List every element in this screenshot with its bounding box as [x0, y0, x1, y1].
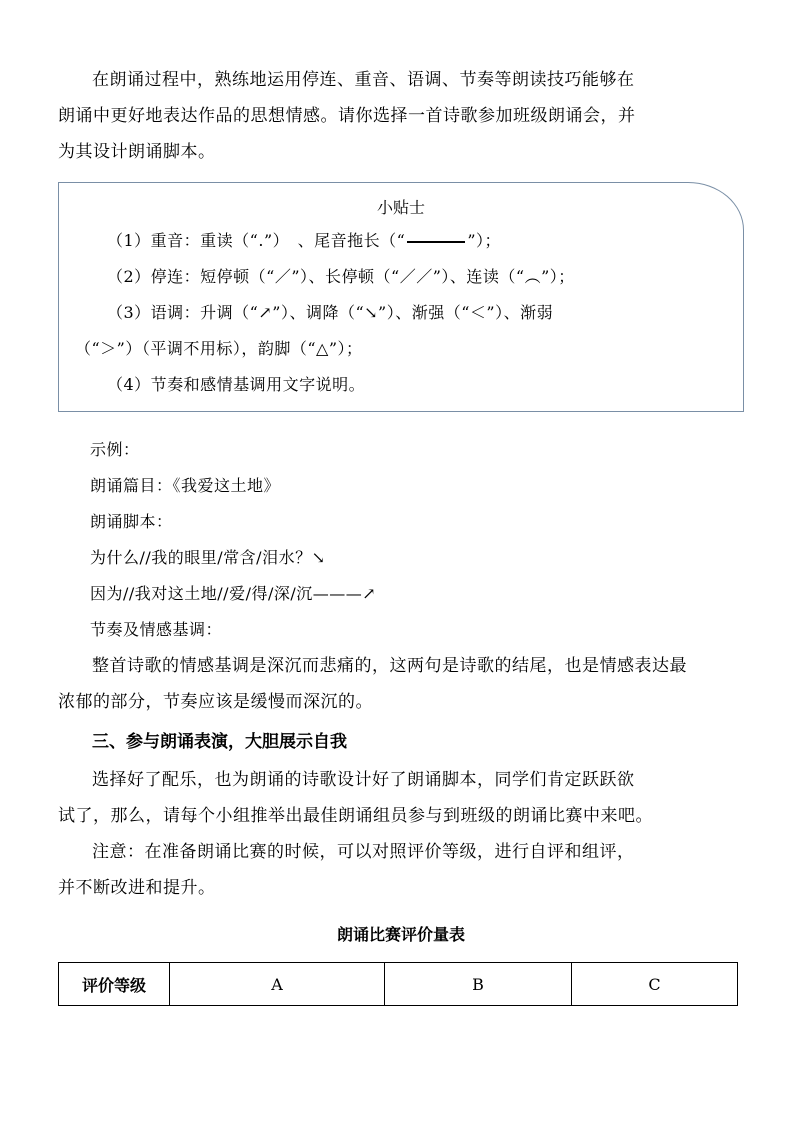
intro-line-1: 在朗诵过程中，熟练地运用停连、重音、语调、节奏等朗读技巧能够在 — [92, 70, 635, 90]
table-header-cell-grade: 评价等级 — [59, 963, 170, 1006]
section-3-para-1a: 选择好了配乐，也为朗诵的诗歌设计好了朗诵脚本，同学们肯定跃跃欲 — [92, 770, 635, 790]
intro-line-2: 朗诵中更好地表达作品的思想情感。请你选择一首诗歌参加班级朗诵会，并 — [58, 106, 636, 126]
example-script-label: 朗诵脚本： — [90, 512, 173, 531]
document-page — [58, 62, 744, 1006]
table-header-cell-a: A — [170, 963, 385, 1006]
drag-line-mark — [407, 241, 465, 243]
tip-item-4: （4）节奏和感情基调用文字说明。 — [107, 375, 366, 394]
tips-title: 小贴士 — [376, 198, 425, 217]
example-script-line-1: 为什么//我的眼里/常含/泪水？↘ — [90, 548, 326, 567]
example-rhythm-label: 节奏及情感基调： — [90, 620, 223, 639]
tip-item-3-continued: （“＞”）（平调不用标），韵脚（“△”）； — [75, 339, 363, 358]
section-3-para-2b: 并不断改进和提升。 — [58, 878, 216, 898]
example-rhythm-text-1: 整首诗歌的情感基调是深沉而悲痛的，这两句是诗歌的结尾，也是情感表达最 — [92, 656, 687, 676]
evaluation-table — [58, 962, 738, 1006]
tip-item-1 — [75, 223, 727, 259]
example-rhythm-text-2: 浓郁的部分，节奏应该是缓慢而深沉的。 — [58, 692, 373, 712]
example-title-line: 朗诵篇目：《我爱这土地》 — [90, 476, 281, 495]
example-script-line-2: 因为//我对这土地//爱/得/深/沉———↗ — [90, 584, 377, 603]
tips-box — [58, 182, 744, 412]
section-3-para-1b: 试了，那么，请每个小组推举出最佳朗诵组员参与到班级的朗诵比赛中来吧。 — [58, 806, 653, 826]
tip-item-3: （3）语调：升调（“↗”）、调降（“↘”）、渐强（“＜”）、渐弱 — [107, 303, 554, 322]
tip-item-2: （2）停连：短停顿（“／”）、长停顿（“／／”）、连读（“︵”）； — [107, 267, 575, 286]
section-3-para-2a: 注意：在准备朗诵比赛的时候，可以对照评价等级，进行自评和组评， — [92, 842, 635, 862]
tip-item-1-text-b: ”）； — [467, 231, 501, 250]
example-label: 示例： — [90, 440, 140, 459]
example-section — [58, 432, 744, 720]
section-3-heading: 三、参与朗诵表演，大胆展示自我 — [92, 732, 347, 752]
table-title: 朗诵比赛评价量表 — [336, 925, 465, 944]
table-header-row — [59, 963, 738, 1006]
intro-line-3: 为其设计朗诵脚本。 — [58, 142, 216, 162]
table-header-cell-c: C — [572, 963, 738, 1006]
table-header-cell-b: B — [385, 963, 572, 1006]
tip-item-1-text-a: （1）重音：重读（“.”） 、尾音拖长（“ — [107, 231, 406, 250]
